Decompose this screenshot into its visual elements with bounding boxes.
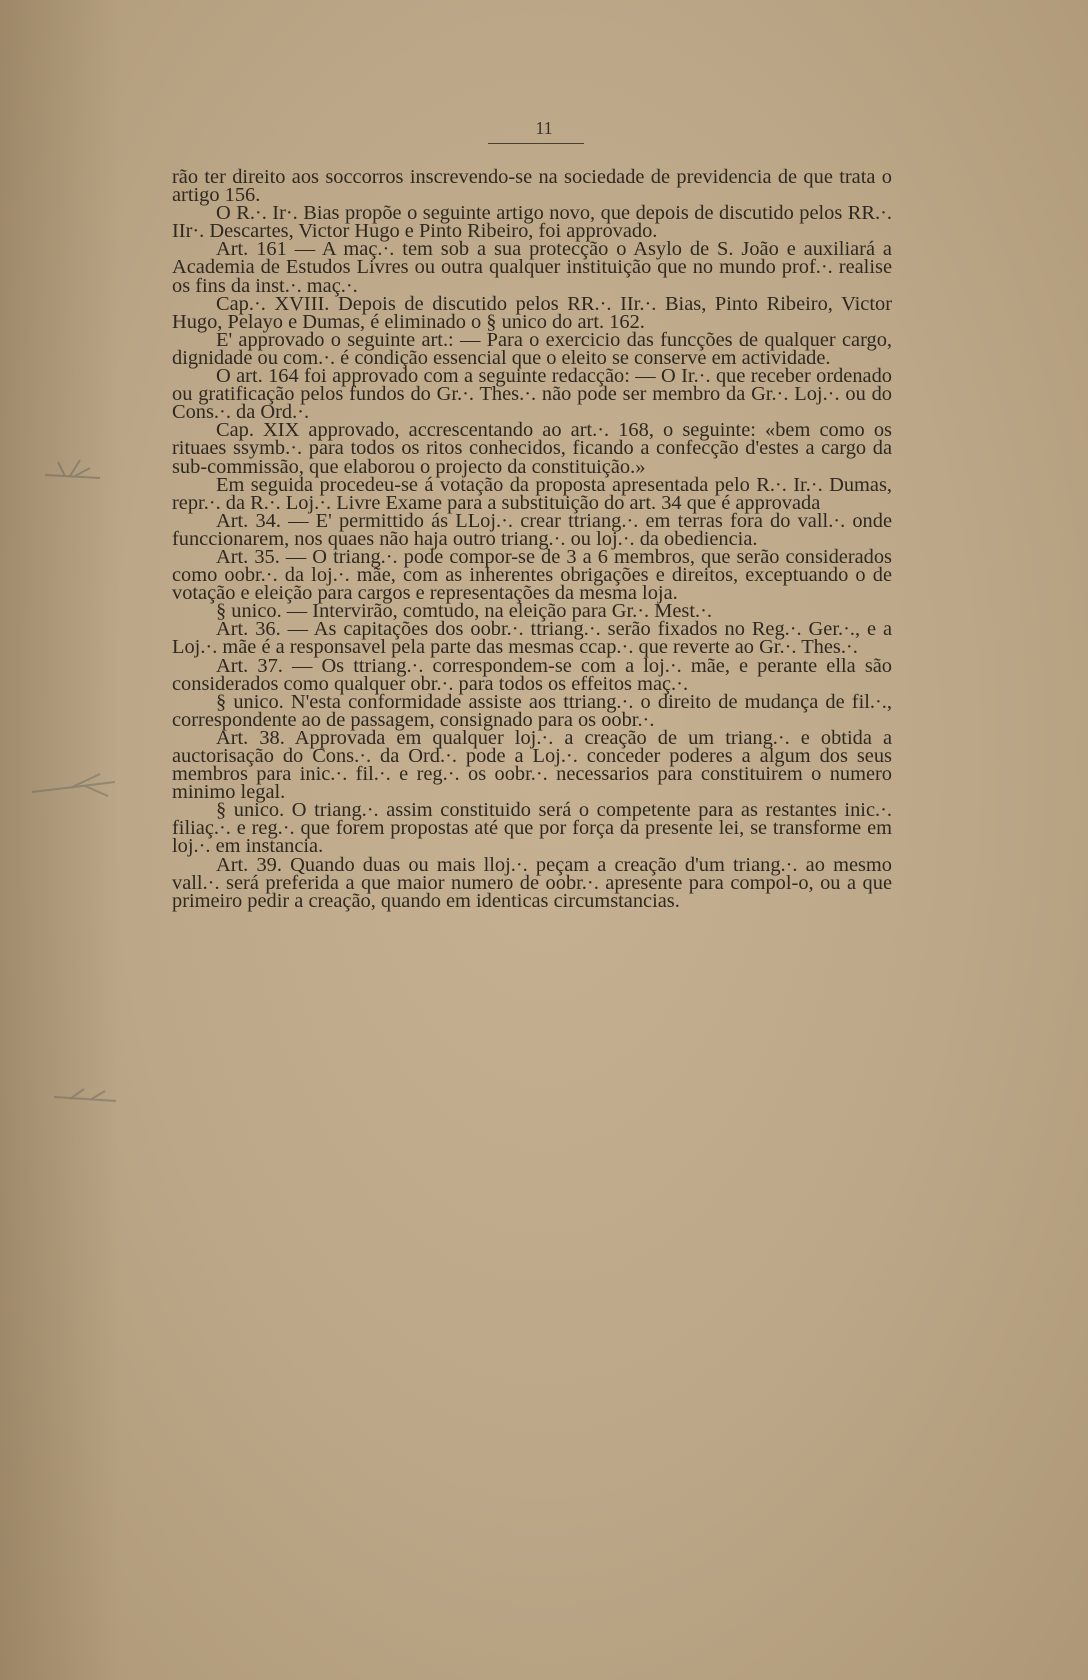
header-rule: [488, 143, 584, 144]
paragraph: § unico. — Intervirão, comtudo, na eleição para Gr.·. Mest.·.: [216, 600, 713, 623]
margin-flower-mark: [30, 770, 120, 810]
paragraph: Art. 35. — O triang.·. pode compor-se de 3 a 6 membros, que serão considerados como oobr.·. da loj.·. mãe, com as inherentes obrigações e direitos, exceptuando o de votação e eleição para cargos e representações da mesma loja.: [172, 545, 892, 605]
paragraph: § unico. O triang.·. assim constituido será o competente para as restantes inic.·. filiaç.·. e reg.·. que forem propostas até que por força da presente lei, se transforme em loj.·. em instancia.: [172, 799, 892, 858]
page-edge-shadow: [0, 0, 120, 1680]
page-number: 11: [535, 118, 553, 138]
paragraph: Art. 39. Quando duas ou mais lloj.·. peçam a creação d'um triang.·. ao mesmo vall.·. será preferida a que maior numero de oobr.·. apresente para compol-o, ou a que primeiro pedir a creação, quando em identicas circumstancias.: [172, 853, 892, 912]
paragraph: Cap. XIX approvado, accrescentando ao art.·. 168, o seguinte: «bem como os rituaes ssymb.·. para todos os ritos conhecidos, ficando a confecção d'estes a cargo da sub-commissão, que elaborou o projecto da constituição.»: [172, 419, 892, 478]
paragraph: Art. 37. — Os ttriang.·. correspondem-se com a loj.·. mãe, e perante ella são considerados como qualquer obr.·. para todos os effeitos maç.·.: [172, 654, 892, 695]
body-text: [172, 168, 892, 910]
paragraph: Cap.·. XVIII. Depois de discutido pelos RR.·. IIr.·. Bias, Pinto Ribeiro, Victor Hugo, Pelayo e Dumas, é eliminado o § unico do art. 162.: [172, 292, 892, 333]
paragraph: Art. 34. — E' permittido ás LLoj.·. crear ttriang.·. em terras fora do vall.·. onde funccionarem, nos quaes não haja outro triang.·. ou loj.·. da obediencia.: [172, 509, 892, 550]
paragraph: rão ter direito aos soccorros inscrevendo-se na sociedade de previdencia de que trata o artigo 156.: [172, 166, 892, 207]
paragraph: O R.·. Ir·. Bias propõe o seguinte artigo novo, que depois de discutido pelos RR.·. IIr·. Descartes, Victor Hugo e Pinto Ribeiro, foi approvado.: [172, 202, 892, 243]
paragraph: Art. 161 — A maç.·. tem sob a sua protecção o Asylo de S. João e auxiliará a Academia de Estudos Livres ou outra qualquer instituição que no mundo prof.·. realise os fins da inst.·. maç.·.: [172, 238, 892, 297]
margin-flower-mark: [40, 440, 110, 500]
paragraph: Em seguida procedeu-se á votação da proposta apresentada pelo R.·. Ir.·. Dumas, repr.·. da R.·. Loj.·. Livre Exame para a substituição do art. 34 que é approvada: [172, 473, 892, 514]
paragraph: § unico. N'esta conformidade assiste aos ttriang.·. o direito de mudança de fil.·., correspondente ao de passagem, consignado para os oobr.·.: [172, 690, 892, 731]
paragraph: Art. 36. — As capitações dos oobr.·. ttriang.·. serão fixados no Reg.·. Ger.·., e a Loj.·. mãe é a responsavel pela parte das mesmas ccap.·. que reverte ao Gr.·. Thes.·.: [172, 618, 892, 659]
paragraph: Art. 38. Approvada em qualquer loj.·. a creação de um triang.·. e obtida a auctorisação do Cons.·. da Ord.·. pode a Loj.·. conceder poderes a algum dos seus membros para inic.·. fil.·. e reg.·. os oobr.·. necessarios para constituirem o numero minimo legal.: [172, 726, 892, 804]
margin-flower-mark: [50, 1085, 120, 1115]
paragraph: E' approvado o seguinte art.: — Para o exercicio das funcções de qualquer cargo, dignidade ou com.·. é condição essencial que o eleito se conserve em actividade.: [172, 328, 892, 369]
paragraph: O art. 164 foi approvado com a seguinte redacção: — O Ir.·. que receber ordenado ou gratificação pelos fundos do Gr.·. Thes.·. não pode ser membro da Gr.·. Loj.·. ou do Cons.·. da Ord.·.: [172, 365, 892, 424]
